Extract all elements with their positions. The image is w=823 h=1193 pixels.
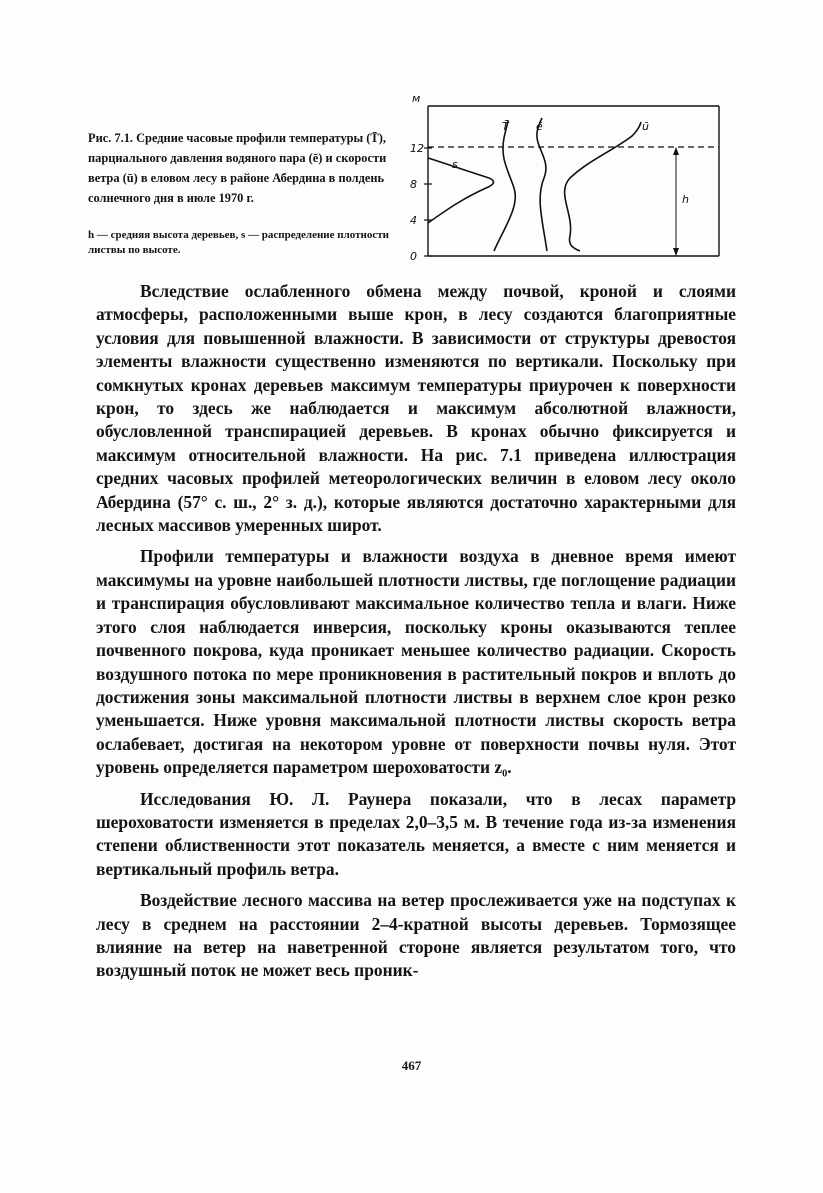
foliage-curve bbox=[428, 158, 494, 223]
caption-label: Рис. 7.1. bbox=[88, 131, 133, 145]
y-tick-label: 4 bbox=[410, 214, 417, 227]
paragraph: Исследования Ю. Л. Раунера показали, что в лесах параметр шероховатости изменяется в пределах 2,0–3,5 м. В течение года из-за изменения степени облиственности этот показатель меняется, а вместе с ним меняется и вертикальный профиль ветра. bbox=[96, 788, 736, 879]
wind-curve bbox=[565, 122, 641, 251]
body-text bbox=[96, 280, 736, 991]
figure-caption bbox=[88, 128, 406, 208]
profile-chart bbox=[404, 88, 734, 268]
h-arrow-head-bottom bbox=[673, 248, 679, 256]
y-unit-label: м bbox=[412, 92, 421, 105]
caption-note: h — средняя высота деревьев, s — распределение плотности листвы по высоте. bbox=[88, 229, 390, 256]
paragraph: Вследствие ослабленного обмена между почвой, кроной и слоями атмосферы, расположенными выше крон, в лесу создаются благоприятные условия для повышенной влажности. В зависимости от структуры древостоя элементы влажности существенно изменяются по вертикали. Поскольку при сомкнутых кронах деревьев максимум температуры приурочен к поверхности крон, то здесь же наблюдается и максимум абсолютной влажности, обусловленной транспирацией деревьев. В кронах обычно фиксируется и максимум относительной влажности. На рис. 7.1 приведена иллюстрация средних часовых профилей метеорологических величин в еловом лесу около Абердина (57° с. ш., 2° з. д.), которые являются достаточно характерными для лесных массивов умеренных широт. bbox=[96, 281, 736, 536]
y-tick-label: 8 bbox=[410, 178, 417, 191]
vapor-label: ē bbox=[536, 120, 543, 133]
y-tick-label: 12 bbox=[410, 142, 424, 155]
h-label: h bbox=[682, 193, 689, 206]
y-tick-label: 0 bbox=[410, 250, 417, 263]
temperature-label: T̄ bbox=[502, 120, 509, 133]
profile-figure bbox=[404, 88, 734, 268]
caption-text: Средние часовые профили температуры (T̄), парциального давления водяного пара (ē) и скорости ветра (ū) в еловом лесу в районе Абердина в полдень солнечного дня в июле 1970 г. bbox=[88, 131, 387, 205]
foliage-label: s bbox=[452, 158, 458, 171]
vapor-curve bbox=[537, 118, 547, 251]
wind-label: ū bbox=[642, 120, 649, 133]
page-number: 467 bbox=[401, 1058, 422, 1073]
h-arrow-head-top bbox=[673, 147, 679, 155]
paragraph: Профили температуры и влажности воздуха в дневное время имеют максимумы на уровне наибольшей плотности листвы, где поглощение радиации и транспирация обусловливают максимальное количество тепла и влаги. Ниже этого слоя наблюдается инверсия, поскольку кроны оказываются теплее почвенного покрова, куда проникает меньшее количество радиации. Скорость воздушного потока по мере проникновения в растительный покров и вплоть до достижения зоны максимальной плотности листвы в верхнем слое крон резко уменьшается. Ниже уровня максимальной плотности листвы скорость ветра ослабевает, достигая на некотором уровне от поверхности почвы нуля. Этот уровень определяется параметром шероховатости z₀. bbox=[96, 546, 736, 778]
paragraph: Воздействие лесного массива на ветер прослеживается уже на подступах к лесу в среднем на расстоянии 2–4-кратной высоты деревьев. Тормозящее влияние на ветер на наветренной стороне является результатом того, что воздушный поток не может весь проник- bbox=[96, 890, 736, 981]
y-ticks bbox=[410, 142, 432, 263]
temperature-curve bbox=[494, 120, 515, 251]
